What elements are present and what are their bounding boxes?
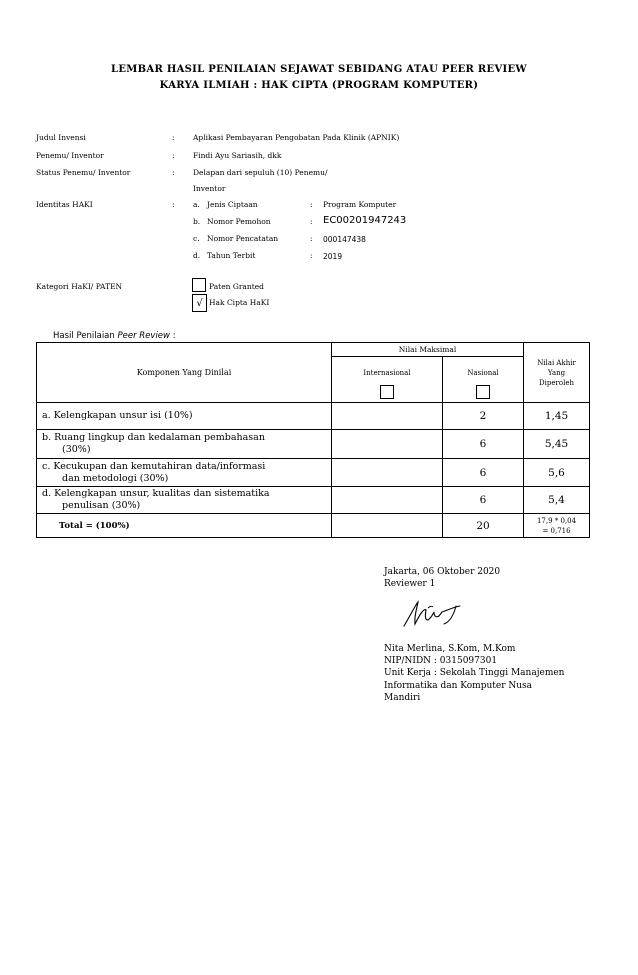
row-c-line2: dan metodologi (30%) <box>62 472 169 484</box>
sub-a-letter: a. <box>193 200 200 209</box>
table-row-total <box>37 514 590 538</box>
caption-suffix: : <box>170 331 176 341</box>
review-caption <box>53 331 176 341</box>
row-c-component <box>37 459 332 487</box>
table-row <box>37 487 590 514</box>
sub-b-letter: b. <box>193 217 201 226</box>
sub-c-label: Nomor Pencatatan <box>207 234 279 243</box>
table-row <box>37 403 590 430</box>
colon: : <box>172 151 175 160</box>
unit-line3: Mandiri <box>384 693 421 703</box>
judul-label: Judul Invensi <box>36 133 86 142</box>
paten-checkbox[interactable] <box>192 278 206 292</box>
sub-b-label: Nomor Pemohon <box>207 217 271 226</box>
header-akhir-line3: Diperoleh <box>539 378 574 387</box>
colon: : <box>310 200 313 209</box>
sub-c-value: 000147438 <box>323 235 366 244</box>
sub-b-value: EC00201947243 <box>323 215 407 226</box>
caption-prefix: Hasil Penilaian <box>53 331 118 341</box>
sub-d-label: Tahun Terbit <box>207 251 256 260</box>
status-value-cont: Inventor <box>193 184 226 193</box>
judul-value: Aplikasi Pembayaran Pengobatan Pada Klinik (APNIK) <box>193 133 400 142</box>
header-nasional <box>443 357 524 403</box>
row-d-line1: d. Kelengkapan unsur, kualitas dan sistematika <box>42 488 270 499</box>
row-c-nasional: 6 <box>443 459 524 487</box>
place-date: Jakarta, 06 Oktober 2020 <box>384 567 501 577</box>
row-b-akhir: 5,45 <box>524 430 590 459</box>
colon: : <box>172 133 175 142</box>
header-internasional <box>332 357 443 403</box>
row-b-nasional: 6 <box>443 430 524 459</box>
colon: : <box>310 217 313 226</box>
unit-line2: Informatika dan Komputer Nusa <box>384 681 533 691</box>
row-a-component: a. Kelengkapan unsur isi (10%) <box>37 403 332 430</box>
penemu-label: Penemu/ Inventor <box>36 151 104 160</box>
row-a-nasional: 2 <box>443 403 524 430</box>
colon: : <box>310 234 313 243</box>
row-b-line2: (30%) <box>62 444 91 455</box>
total-nasional: 20 <box>443 514 524 538</box>
signature-image <box>398 598 470 632</box>
hakcipta-checkbox[interactable]: √ <box>192 294 207 312</box>
row-a-internasional <box>332 403 443 430</box>
nasional-checkbox[interactable] <box>476 385 490 399</box>
reviewer-label: Reviewer 1 <box>384 579 436 589</box>
internasional-checkbox[interactable] <box>380 385 394 399</box>
total-akhir-line1: 17,9 * 0,04 <box>536 516 577 525</box>
internasional-label: Internasional <box>363 368 411 377</box>
nasional-label: Nasional <box>467 368 499 377</box>
kategori-label: Kategori HaKI/ PATEN <box>36 282 123 291</box>
status-value: Delapan dari sepuluh (10) Penemu/ <box>193 168 328 177</box>
review-table <box>36 342 590 538</box>
document-subtitle: KARYA ILMIAH : HAK CIPTA (PROGRAM KOMPUTER) <box>159 80 479 91</box>
row-b-internasional <box>332 430 443 459</box>
status-label: Status Penemu/ Inventor <box>36 168 131 177</box>
row-c-akhir: 5,6 <box>524 459 590 487</box>
row-d-nasional: 6 <box>443 487 524 514</box>
colon: : <box>310 251 313 260</box>
table-row <box>37 430 590 459</box>
row-d-internasional <box>332 487 443 514</box>
row-b-line1: b. Ruang lingkup dan kedalaman pembahasan <box>42 432 265 443</box>
row-c-internasional <box>332 459 443 487</box>
row-a-akhir: 1,45 <box>524 403 590 430</box>
table-row <box>37 459 590 487</box>
header-component: Komponen Yang Dinilai <box>37 343 332 403</box>
paten-label: Paten Granted <box>209 282 264 291</box>
row-c-line1: c. Kecukupan dan kemutahiran data/informasi <box>42 460 266 472</box>
header-akhir-line2: Yang <box>547 368 566 377</box>
row-d-component <box>37 487 332 514</box>
row-d-line2: penulisan (30%) <box>62 500 141 511</box>
row-b-component <box>37 430 332 459</box>
unit-line1: Unit Kerja : Sekolah Tinggi Manajemen <box>384 668 565 678</box>
sub-a-value: Program Komputer <box>323 200 397 209</box>
sub-c-letter: c. <box>193 234 200 243</box>
caption-italic: Peer Review <box>117 331 170 341</box>
sub-d-value: 2019 <box>323 252 343 261</box>
document-title: LEMBAR HASIL PENILAIAN SEJAWAT SEBIDANG ATAU PEER REVIEW <box>111 64 527 75</box>
penemu-value: Findi Ayu Sariasih, dkk <box>193 151 282 160</box>
header-nilai-max: Nilai Maksimal <box>332 343 524 357</box>
total-akhir <box>524 514 590 538</box>
hakcipta-label: Hak Cipta HaKI <box>209 298 270 307</box>
total-akhir-line2: = 0,716 <box>542 526 571 535</box>
colon: : <box>172 168 175 177</box>
identitas-label: Identitas HAKI <box>36 200 93 209</box>
total-internasional <box>332 514 443 538</box>
reviewer-nip: NIP/NIDN : 0315097301 <box>384 656 498 666</box>
row-d-akhir: 5,4 <box>524 487 590 514</box>
header-nilai-akhir <box>524 343 590 403</box>
reviewer-name: Nita Merlina, S.Kom, M.Kom <box>384 644 516 654</box>
sub-a-label: Jenis Ciptaan <box>207 200 258 209</box>
sub-d-letter: d. <box>193 251 201 260</box>
colon: : <box>172 200 175 209</box>
header-akhir-line1: Nilai Akhir <box>537 358 576 367</box>
total-label: Total = (100%) <box>37 514 332 538</box>
